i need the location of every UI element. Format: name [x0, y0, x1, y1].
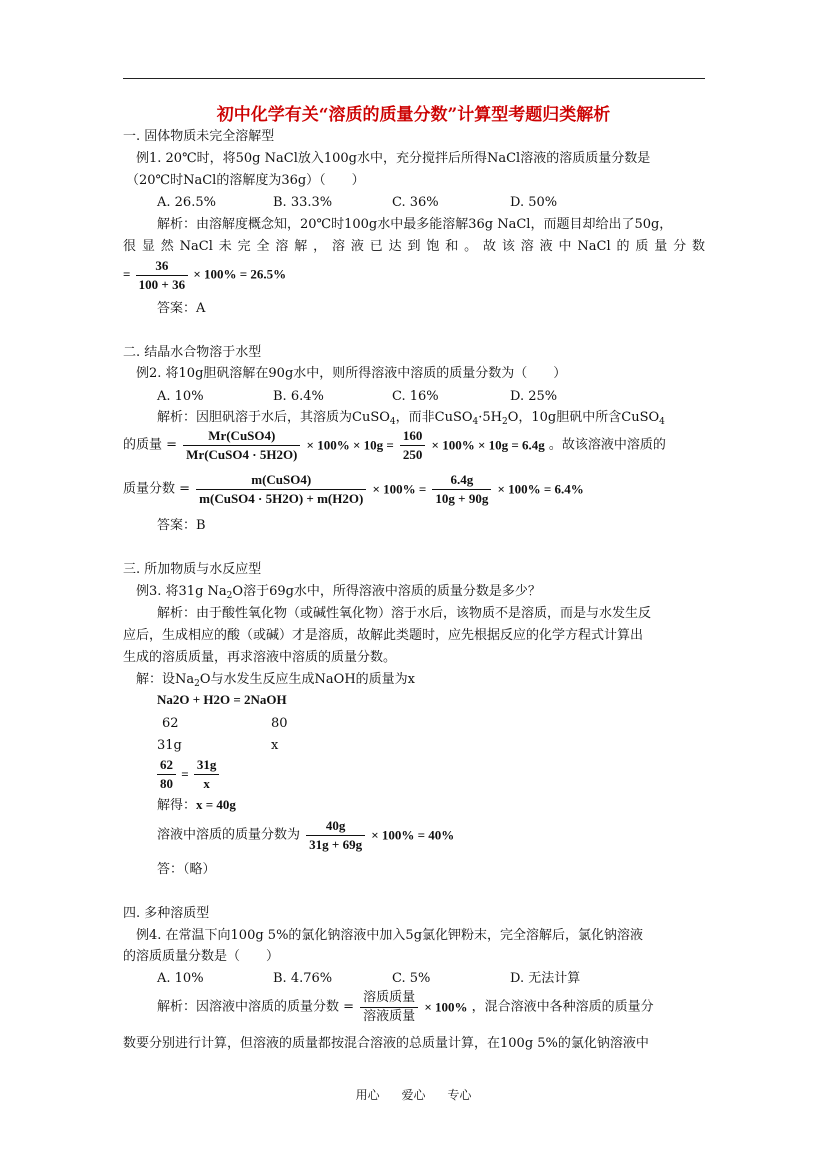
q3-proportion-left-num: 62 — [157, 757, 176, 775]
section-1-heading: 一. 固体物质未完全溶解型 — [123, 129, 275, 144]
q3-conc-result: × 100% = 40% — [371, 827, 455, 843]
q4-option-c: C. 5% — [392, 971, 431, 986]
page-footer — [0, 1086, 827, 1103]
section-2-heading: 二. 结晶水合物溶于水型 — [123, 345, 262, 360]
q2-fraction-mid: × 100% = — [372, 481, 427, 497]
section-4-heading: 四. 多种溶质型 — [123, 906, 210, 921]
q2-text-e: ·5H — [478, 410, 502, 425]
q4-analysis-line-2: 数要分别进行计算，但溶液的质量都按混合溶液的总质量计算，在100g 5%的氯化钠溶液中 — [123, 1036, 649, 1051]
q1-fraction-numerator: 36 — [136, 258, 188, 276]
q2-text-c: ，而非CuSO — [395, 410, 473, 425]
q3-analysis-line-3: 生成的溶质质量，再求溶液中溶质的质量分数。 — [123, 650, 397, 665]
q3-proportion-left — [157, 757, 176, 792]
q3-conc-label: 溶液中溶质的质量分数为 — [157, 827, 301, 843]
q1-option-a: A. 26.5% — [157, 195, 216, 210]
q3-sol-text-c: O与水发生反应生成NaOH的质量为x — [199, 672, 415, 687]
q2-value-numerator: 6.4g — [432, 472, 491, 490]
q4-analysis-line-1 — [157, 990, 654, 1025]
q2-ratio-numerator: 160 — [400, 428, 426, 446]
q4-definition-tail: × 100% — [424, 999, 468, 1015]
question-1-line-2: （20℃时NaCl的溶解度为36g）（ ） — [126, 173, 365, 188]
q3-conc-numerator: 40g — [306, 818, 365, 836]
q2-molar-denominator: Mr(CuSO4 · 5H2O) — [186, 447, 298, 462]
q3-answer: 答：（略） — [157, 862, 216, 877]
q4-definition-fraction — [360, 990, 418, 1025]
footer-word-2: 爱心 — [401, 1088, 426, 1102]
q3-sol-sub-b: 2 — [194, 679, 200, 689]
q3-given-mass: 31g — [157, 738, 182, 753]
q4-option-b: B. 4.76% — [273, 971, 333, 986]
q3-solve-line — [157, 797, 236, 814]
question-1-line-1: 例1. 20℃时，将50g NaCl放入100g水中，充分搅拌后所得NaCl溶液的溶质质量分数是 — [136, 151, 651, 166]
q3-molar-mass-2: 80 — [271, 716, 288, 731]
q2-sub-d: 4 — [472, 417, 479, 427]
q3-sub-b: 2 — [226, 591, 233, 601]
q3-proportion-right-num: 31g — [194, 757, 220, 775]
q2-ratio-fraction — [400, 428, 426, 463]
question-4-line-2: 的溶质质量分数是（ ） — [123, 949, 280, 964]
q2-option-c: C. 16% — [392, 389, 439, 404]
question-3-line-1 — [136, 584, 541, 600]
question-4-line-1: 例4. 在常温下向100g 5%的氯化钠溶液中加入5g氯化钾粉末，完全溶解后，氯化钠溶液 — [136, 928, 644, 943]
q2-molar-numerator: Mr(CuSO4) — [183, 428, 300, 446]
q3-solve-label: 解得： — [157, 798, 197, 813]
q4-analysis-label: 解析：因溶液中溶质的质量分数 = — [157, 999, 355, 1015]
q4-definition-numerator: 溶质质量 — [360, 990, 418, 1008]
q1-answer: 答案：A — [157, 301, 206, 316]
q2-fraction-result: × 100% = 6.4% — [497, 481, 584, 497]
q2-mass-post: 。故该溶液中溶质的 — [548, 437, 666, 453]
q2-value-fraction — [432, 472, 491, 507]
q1-option-b: B. 33.3% — [273, 195, 333, 210]
q4-option-a: A. 10% — [157, 971, 204, 986]
q3-conc-fraction — [306, 818, 365, 853]
q2-mass-mid: × 100% × 10g = — [306, 437, 394, 453]
q2-option-b: B. 6.4% — [273, 389, 324, 404]
q3-solve-value: x = 40g — [196, 797, 236, 812]
header-rule — [123, 78, 705, 79]
q1-formula-result: × 100% = 26.5% — [193, 266, 287, 282]
q3-unknown-mass: x — [271, 738, 279, 753]
q3-chemical-equation: Na2O + H2O = 2NaOH — [157, 692, 287, 707]
footer-word-1: 用心 — [355, 1088, 380, 1102]
q1-formula-eq: = — [123, 266, 131, 282]
section-3-heading: 三. 所加物质与水反应型 — [123, 562, 262, 577]
q1-analysis-line-2: 很显然NaCl未完全溶解，溶液已达到饱和。故该溶液中NaCl的质量分数 — [123, 239, 705, 254]
q3-concentration — [157, 818, 454, 853]
q1-formula — [123, 258, 286, 293]
q2-text-a: 解析：因胆矾溶于水后，其溶质为CuSO — [157, 410, 390, 425]
q3-solution-setup — [136, 672, 415, 688]
q2-mass-formula — [123, 428, 666, 463]
q3-text-a: 例3. 将31g Na — [136, 584, 227, 599]
q2-ratio-denominator: 250 — [402, 447, 423, 462]
page-title: 初中化学有关“溶质的质量分数”计算型考题归类解析 — [216, 105, 611, 125]
q3-text-c: O溶于69g水中，所得溶液中溶质的质量分数是多少？ — [232, 584, 541, 599]
q3-proportion-right — [194, 757, 220, 792]
q3-molar-mass-1: 62 — [162, 716, 179, 731]
q4-option-d: D. 无法计算 — [510, 971, 581, 986]
footer-word-3: 专心 — [447, 1088, 472, 1102]
q1-option-d: D. 50% — [510, 195, 558, 210]
q2-molar-fraction — [183, 428, 300, 463]
q1-option-c: C. 36% — [392, 195, 439, 210]
q2-text-g: O，10g胆矾中所含CuSO — [507, 410, 660, 425]
q2-answer: 答案：B — [157, 518, 206, 533]
q2-sub-a: 4 — [389, 417, 396, 427]
q2-mass-label: 的质量 = — [123, 437, 178, 453]
q2-value-denominator: 10g + 90g — [435, 491, 489, 506]
q4-definition-denominator: 溶液质量 — [363, 1009, 416, 1024]
q3-conc-denominator: 31g + 69g — [309, 837, 363, 852]
question-2-line-1: 例2. 将10g胆矾溶解在90g水中，则所得溶液中溶质的质量分数为（ ） — [136, 366, 567, 381]
q1-fraction — [136, 258, 188, 293]
q2-fraction-label: 质量分数 = — [123, 481, 191, 497]
q1-analysis-line-1: 解析：由溶解度概念知，20℃时100g水中最多能溶解36g NaCl，而题目却给出了50g， — [157, 217, 673, 232]
q2-sub-f: 2 — [502, 417, 508, 427]
q2-mass-numerator: m(CuSO4) — [196, 472, 366, 490]
q3-proportion-left-den: 80 — [160, 776, 173, 791]
q2-analysis-line-1 — [157, 410, 665, 426]
q3-analysis-line-2: 应后，生成相应的酸（或碱）才是溶质，故解此类题时，应先根据反应的化学方程式计算出 — [123, 628, 644, 643]
q2-fraction-formula — [123, 472, 584, 507]
q2-sub-h: 4 — [659, 417, 665, 427]
q2-mass-fraction — [196, 472, 366, 507]
q2-option-d: D. 25% — [510, 389, 558, 404]
q1-fraction-denominator: 100 + 36 — [138, 277, 186, 292]
q3-analysis-line-1: 解析：由于酸性氧化物（或碱性氧化物）溶于水后，该物质不是溶质，而是与水发生反 — [157, 606, 652, 621]
q3-proportion-eq: = — [181, 766, 189, 782]
q3-proportion — [155, 757, 221, 792]
q4-analysis-post: ，混合溶液中各种溶质的质量分 — [471, 999, 654, 1015]
q3-sol-text-a: 解：设Na — [136, 672, 195, 687]
q3-proportion-right-den: x — [203, 776, 210, 791]
q2-mass-denominator: m(CuSO4 · 5H2O) + m(H2O) — [199, 491, 364, 506]
q2-option-a: A. 10% — [157, 389, 204, 404]
q2-mass-result: × 100% × 10g = 6.4g — [431, 437, 545, 453]
